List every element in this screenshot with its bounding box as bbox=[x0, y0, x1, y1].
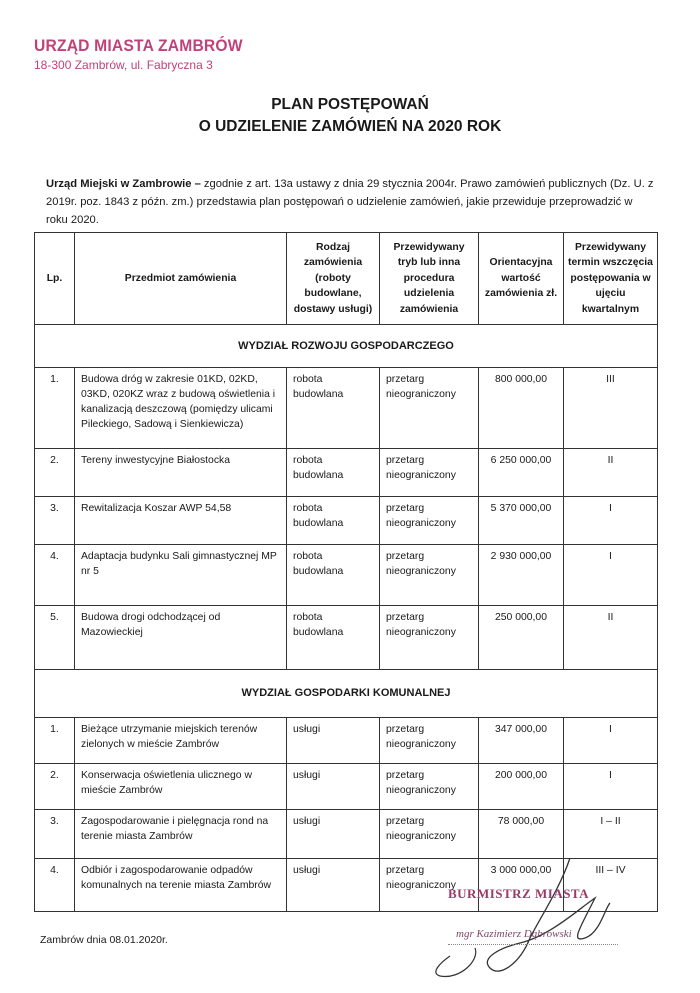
lp-cell: 5. bbox=[35, 606, 75, 670]
table-row bbox=[35, 545, 658, 606]
section-row bbox=[35, 670, 658, 718]
term-cell: I bbox=[564, 718, 658, 764]
term-cell: II bbox=[564, 449, 658, 497]
term-cell: II bbox=[564, 606, 658, 670]
value-cell: 78 000,00 bbox=[479, 810, 564, 859]
subject-cell: Budowa dróg w zakresie 01KD, 02KD, 03KD, 020KZ wraz z budową oświetlenia i kanalizacją deszczową (pomiędzy ulicami Pileckiego, Sadową i Sienkiewicza) bbox=[75, 368, 287, 449]
lp-cell: 2. bbox=[35, 764, 75, 810]
table-row bbox=[35, 606, 658, 670]
mode-cell: przetarg nieograniczony bbox=[380, 368, 479, 449]
lp-cell: 1. bbox=[35, 368, 75, 449]
type-cell: robota budowlana bbox=[287, 449, 380, 497]
lp-cell: 3. bbox=[35, 810, 75, 859]
intro-text: zgodnie z art. 13a ustawy z dnia 29 stycznia 2004r. Prawo zamówień publicznych (Dz. U. z 2019r. poz. 1843 z późn. zm.) przedstawia plan postępowań o udzielenie zamówień, jakie przewiduje przeprowadzić w roku 2020. bbox=[46, 178, 654, 226]
table-header-row bbox=[35, 233, 658, 325]
stamp-name: URZĄD MIASTA ZAMBRÓW bbox=[34, 36, 243, 55]
subject-cell: Odbiór i zagospodarowanie odpadów komunalnych na terenie miasta Zambrów bbox=[75, 859, 287, 912]
section-title: WYDZIAŁ ROZWOJU GOSPODARCZEGO bbox=[35, 325, 658, 368]
header-type: Rodzaj zamówienia (roboty budowlane, dostawy usługi) bbox=[287, 233, 380, 325]
intro-paragraph bbox=[46, 175, 656, 229]
value-cell: 3 000 000,00 bbox=[479, 859, 564, 912]
table-row bbox=[35, 718, 658, 764]
term-cell: III bbox=[564, 368, 658, 449]
value-cell: 200 000,00 bbox=[479, 764, 564, 810]
handwritten-signature bbox=[420, 848, 620, 993]
document-subtitle: O UDZIELENIE ZAMÓWIEŃ NA 2020 ROK bbox=[198, 118, 502, 135]
procurement-plan-table bbox=[34, 232, 658, 912]
mode-cell: przetarg nieograniczony bbox=[380, 449, 479, 497]
mayor-name-stamp: mgr Kazimierz Dąbrowski bbox=[456, 928, 572, 940]
section-row bbox=[35, 325, 658, 368]
type-cell: usługi bbox=[287, 764, 380, 810]
mayor-title-stamp: BURMISTRZ MIASTA bbox=[448, 886, 590, 901]
value-cell: 2 930 000,00 bbox=[479, 545, 564, 606]
stamp-address: 18-300 Zambrów, ul. Fabryczna 3 bbox=[34, 58, 213, 72]
type-cell: robota budowlana bbox=[287, 606, 380, 670]
mode-cell: przetarg nieograniczony bbox=[380, 764, 479, 810]
type-cell: robota budowlana bbox=[287, 497, 380, 545]
header-value: Orientacyjna wartość zamówienia zł. bbox=[479, 233, 564, 325]
subject-cell: Tereny inwestycyjne Białostocka bbox=[75, 449, 287, 497]
document-title: PLAN POSTĘPOWAŃ bbox=[271, 96, 429, 113]
section-title: WYDZIAŁ GOSPODARKI KOMUNALNEJ bbox=[35, 670, 658, 718]
mode-cell: przetarg nieograniczony bbox=[380, 859, 479, 912]
table-body bbox=[35, 325, 658, 912]
mode-cell: przetarg nieograniczony bbox=[380, 545, 479, 606]
subject-cell: Zagospodarowanie i pielęgnacja rond na terenie miasta Zambrów bbox=[75, 810, 287, 859]
mode-cell: przetarg nieograniczony bbox=[380, 718, 479, 764]
subject-cell: Konserwacja oświetlenia ulicznego w mieście Zambrów bbox=[75, 764, 287, 810]
table-row bbox=[35, 497, 658, 545]
lp-cell: 4. bbox=[35, 545, 75, 606]
term-cell: III – IV bbox=[564, 859, 658, 912]
lp-cell: 1. bbox=[35, 718, 75, 764]
subject-cell: Budowa drogi odchodzącej od Mazowieckiej bbox=[75, 606, 287, 670]
type-cell: robota budowlana bbox=[287, 368, 380, 449]
term-cell: I bbox=[564, 545, 658, 606]
mode-cell: przetarg nieograniczony bbox=[380, 606, 479, 670]
term-cell: I – II bbox=[564, 810, 658, 859]
table-row bbox=[35, 449, 658, 497]
value-cell: 6 250 000,00 bbox=[479, 449, 564, 497]
intro-bold: Urząd Miejski w Zambrowie – bbox=[46, 178, 201, 190]
lp-cell: 4. bbox=[35, 859, 75, 912]
mode-cell: przetarg nieograniczony bbox=[380, 810, 479, 859]
header-mode: Przewidywany tryb lub inna procedura udzielenia zamówienia bbox=[380, 233, 479, 325]
value-cell: 250 000,00 bbox=[479, 606, 564, 670]
subject-cell: Rewitalizacja Koszar AWP 54,58 bbox=[75, 497, 287, 545]
lp-cell: 2. bbox=[35, 449, 75, 497]
table-row bbox=[35, 368, 658, 449]
value-cell: 5 370 000,00 bbox=[479, 497, 564, 545]
value-cell: 800 000,00 bbox=[479, 368, 564, 449]
type-cell: usługi bbox=[287, 718, 380, 764]
type-cell: usługi bbox=[287, 810, 380, 859]
term-cell: I bbox=[564, 764, 658, 810]
value-cell: 347 000,00 bbox=[479, 718, 564, 764]
header-lp: Lp. bbox=[35, 233, 75, 325]
subject-cell: Adaptacja budynku Sali gimnastycznej MP nr 5 bbox=[75, 545, 287, 606]
lp-cell: 3. bbox=[35, 497, 75, 545]
mode-cell: przetarg nieograniczony bbox=[380, 497, 479, 545]
type-cell: robota budowlana bbox=[287, 545, 380, 606]
table-row bbox=[35, 764, 658, 810]
subject-cell: Bieżące utrzymanie miejskich terenów zielonych w mieście Zambrów bbox=[75, 718, 287, 764]
document-date: Zambrów dnia 08.01.2020r. bbox=[40, 934, 168, 946]
office-stamp bbox=[34, 36, 261, 72]
signature-line bbox=[448, 944, 618, 945]
header-subject: Przedmiot zamówienia bbox=[75, 233, 287, 325]
type-cell: usługi bbox=[287, 859, 380, 912]
header-term: Przewidywany termin wszczęcia postępowania w ujęciu kwartalnym bbox=[564, 233, 658, 325]
term-cell: I bbox=[564, 497, 658, 545]
